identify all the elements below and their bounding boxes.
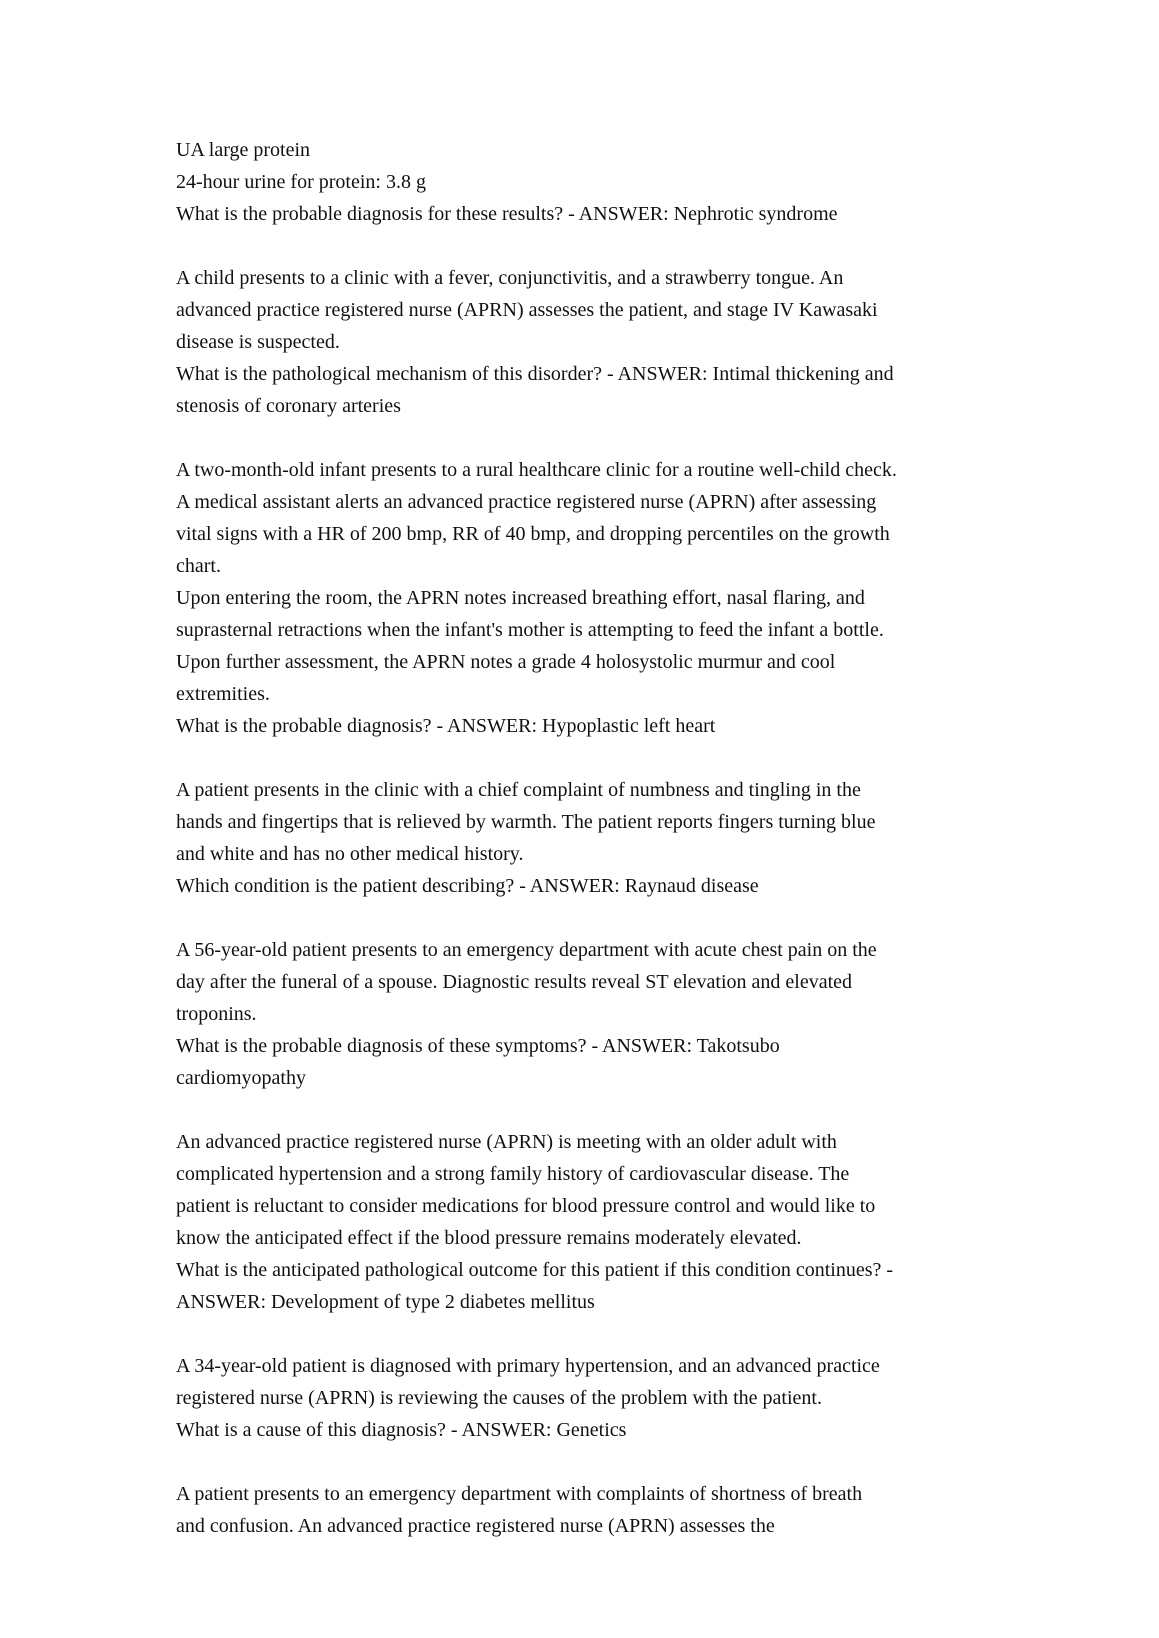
text-line: What is the probable diagnosis for these results? - ANSWER: Nephrotic syndrome — [176, 203, 838, 225]
document-page — [176, 134, 996, 1574]
text-line: patient is reluctant to consider medications for blood pressure control and would like to — [176, 1195, 876, 1217]
qa-block — [176, 1126, 996, 1318]
qa-block — [176, 1478, 996, 1542]
text-line: A medical assistant alerts an advanced practice registered nurse (APRN) after assessing — [176, 491, 877, 513]
text-line: A 56-year-old patient presents to an emergency department with acute chest pain on the — [176, 939, 877, 961]
text-line: suprasternal retractions when the infant's mother is attempting to feed the infant a bottle. — [176, 619, 884, 641]
text-line: An advanced practice registered nurse (APRN) is meeting with an older adult with — [176, 1131, 837, 1153]
text-line: Upon entering the room, the APRN notes increased breathing effort, nasal flaring, and — [176, 587, 865, 609]
text-line: What is the probable diagnosis of these symptoms? - ANSWER: Takotsubo — [176, 1035, 780, 1057]
qa-block — [176, 262, 996, 422]
text-line: chart. — [176, 555, 221, 577]
text-line: and confusion. An advanced practice registered nurse (APRN) assesses the — [176, 1515, 775, 1537]
text-line: vital signs with a HR of 200 bmp, RR of 40 bmp, and dropping percentiles on the growth — [176, 523, 890, 545]
qa-block — [176, 1350, 996, 1446]
text-line: disease is suspected. — [176, 331, 340, 353]
text-line: A 34-year-old patient is diagnosed with primary hypertension, and an advanced practice — [176, 1355, 880, 1377]
text-line: complicated hypertension and a strong family history of cardiovascular disease. The — [176, 1163, 850, 1185]
text-line: Which condition is the patient describing? - ANSWER: Raynaud disease — [176, 875, 759, 897]
text-line: ANSWER: Development of type 2 diabetes mellitus — [176, 1291, 595, 1313]
text-line: cardiomyopathy — [176, 1067, 306, 1089]
text-line: stenosis of coronary arteries — [176, 395, 401, 417]
text-line: extremities. — [176, 683, 270, 705]
text-line: A two-month-old infant presents to a rural healthcare clinic for a routine well-child check. — [176, 459, 897, 481]
text-line: What is the probable diagnosis? - ANSWER: Hypoplastic left heart — [176, 715, 716, 737]
text-line: What is the pathological mechanism of this disorder? - ANSWER: Intimal thickening and — [176, 363, 894, 385]
qa-block — [176, 134, 996, 230]
text-line: UA large protein — [176, 139, 311, 161]
text-line: day after the funeral of a spouse. Diagnostic results reveal ST elevation and elevated — [176, 971, 853, 993]
qa-block — [176, 934, 996, 1094]
text-line: 24-hour urine for protein: 3.8 g — [176, 171, 426, 193]
text-line: advanced practice registered nurse (APRN) assesses the patient, and stage IV Kawasaki — [176, 299, 878, 321]
qa-block — [176, 454, 996, 742]
text-line: A patient presents in the clinic with a chief complaint of numbness and tingling in the — [176, 779, 861, 801]
text-line: know the anticipated effect if the blood pressure remains moderately elevated. — [176, 1227, 802, 1249]
text-line: registered nurse (APRN) is reviewing the causes of the problem with the patient. — [176, 1387, 822, 1409]
text-line: hands and fingertips that is relieved by warmth. The patient reports fingers turning blue — [176, 811, 876, 833]
text-line: A patient presents to an emergency department with complaints of shortness of breath — [176, 1483, 863, 1505]
qa-block — [176, 774, 996, 902]
text-line: Upon further assessment, the APRN notes a grade 4 holosystolic murmur and cool — [176, 651, 836, 673]
text-line: What is the anticipated pathological outcome for this patient if this condition continues? - — [176, 1259, 894, 1281]
text-line: troponins. — [176, 1003, 257, 1025]
text-line: and white and has no other medical history. — [176, 843, 524, 865]
text-line: A child presents to a clinic with a fever, conjunctivitis, and a strawberry tongue. An — [176, 267, 844, 289]
text-line: What is a cause of this diagnosis? - ANSWER: Genetics — [176, 1419, 627, 1441]
